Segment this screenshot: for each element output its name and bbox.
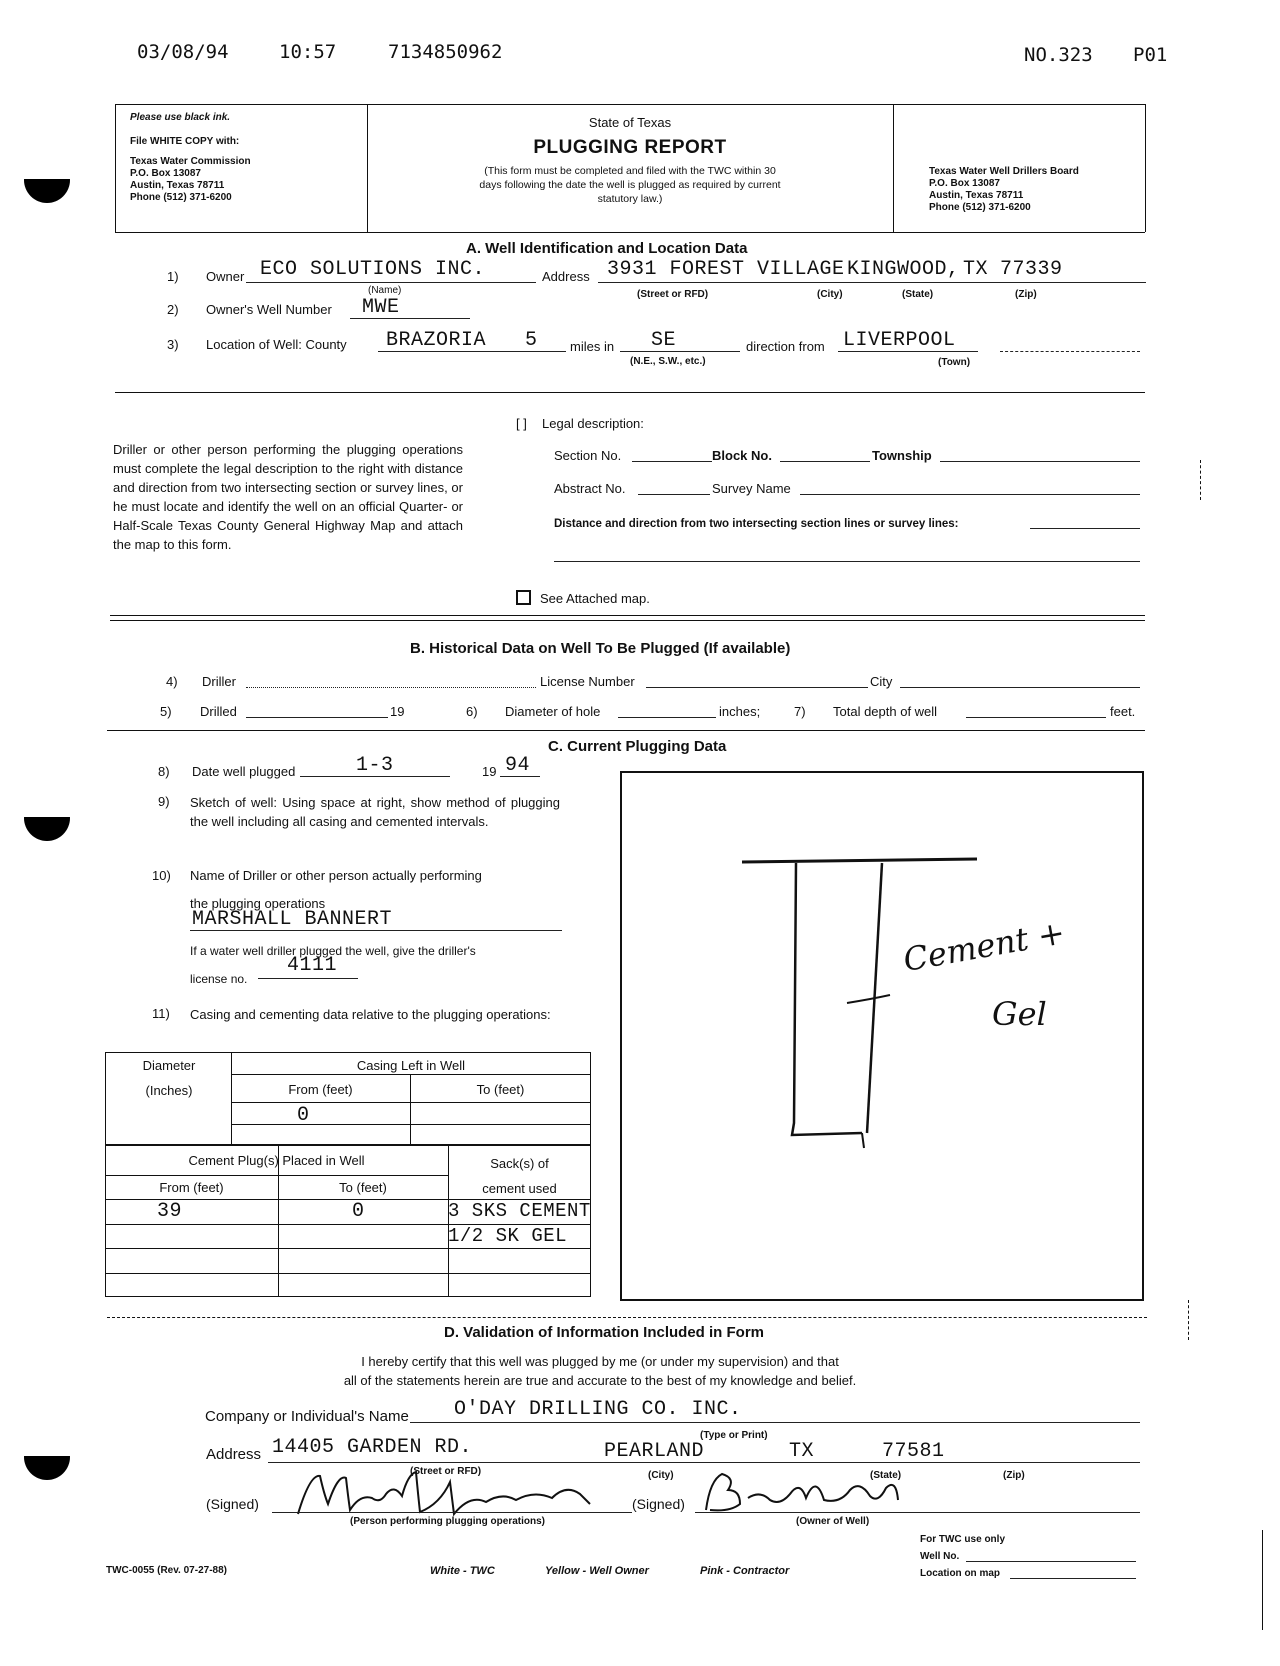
see-attached-checkbox [516, 590, 531, 605]
scan-edge-line [1200, 460, 1201, 500]
header-right-line: Phone (512) 371-6200 [929, 202, 1031, 213]
row-number: 6) [466, 704, 478, 719]
drilled-label: Drilled [200, 704, 237, 719]
row-number: 1) [167, 269, 179, 284]
block-no-label: Block No. [712, 448, 772, 463]
d-city-caption: (City) [648, 1470, 674, 1481]
cement-from-header: From (feet) [159, 1180, 224, 1195]
abstract-no-label: Abstract No. [554, 481, 626, 496]
owner-label: Owner [206, 269, 245, 284]
sketch-box [620, 771, 1144, 1301]
signed-label-2: (Signed) [632, 1496, 685, 1512]
row-number: 8) [158, 764, 170, 779]
d-street-caption: (Street or RFD) [410, 1466, 482, 1477]
section-d-title: D. Validation of Information Included in Form [444, 1324, 765, 1341]
d-zip-value: 77581 [882, 1440, 945, 1463]
inches-label: inches; [719, 704, 761, 719]
county-value: BRAZORIA [386, 329, 487, 352]
row-number: 2) [167, 302, 179, 317]
well-sketch [622, 773, 1142, 1299]
type-caption: (Type or Print) [700, 1430, 768, 1441]
well-no-label: Well No. [920, 1551, 960, 1562]
distance-label: Distance and direction from two intersecting section lines or survey lines: [554, 518, 959, 530]
owner-caption: (Owner of Well) [796, 1516, 870, 1527]
town-value: LIVERPOOL [843, 329, 956, 352]
name-caption: (Name) [368, 285, 402, 296]
cement-plugs-header: Cement Plug(s) Placed in Well [188, 1153, 365, 1168]
town-caption: (Town) [938, 357, 971, 368]
feet-label: feet. [1110, 704, 1136, 719]
miles-label: miles in [570, 339, 615, 354]
driller-label: Driller [202, 674, 236, 689]
sacks-header: Sack(s) of [490, 1156, 549, 1171]
casing-from-cell: 0 [297, 1104, 310, 1127]
diameter-label: Diameter of hole [505, 704, 601, 719]
punch-hole-top [24, 157, 70, 203]
township-label: Township [872, 448, 932, 463]
header-right-line: Texas Water Well Drillers Board [929, 166, 1079, 177]
d-state-value: TX [789, 1440, 815, 1463]
row-number: 11) [152, 1006, 170, 1021]
form-number: TWC-0055 (Rev. 07-27-88) [106, 1565, 227, 1576]
copy-yellow: Yellow - Well Owner [545, 1565, 649, 1577]
state-label: State of Texas [588, 115, 672, 130]
license-label: License Number [540, 674, 635, 689]
fax-phone: 7134850962 [388, 41, 503, 63]
section-c-title: C. Current Plugging Data [548, 738, 727, 755]
row-number: 9) [158, 794, 170, 809]
casing-instructions: Casing and cementing data relative to the plugging operations: [190, 1007, 551, 1022]
row-number: 5) [160, 704, 172, 719]
cement-sacks-cell: 3 SKS CEMENT [448, 1200, 591, 1222]
city-caption: (City) [817, 289, 843, 300]
d-zip-caption: (Zip) [1003, 1470, 1025, 1481]
street-caption: (Street or RFD) [637, 289, 709, 300]
miles-value: 5 [525, 329, 538, 352]
header-left-line: Austin, Texas 78711 [130, 180, 225, 191]
city-label: City [870, 674, 893, 689]
legal-instructions: Driller or other person performing the plugging operations must complete the legal description to the right with distance and direction from two intersecting section or survey lines, or he must locate and identify the well on an official Quarter- or Half-Scale Texas County General Highway Map and attach the map to this form. [113, 442, 463, 552]
sacks-header-2: cement used [482, 1181, 557, 1196]
header-left-line: Phone (512) 371-6200 [130, 192, 232, 203]
well-number-label: Owner's Well Number [206, 302, 332, 317]
driller-signature [290, 1464, 620, 1524]
header-left-line: Texas Water Commission [130, 156, 251, 167]
twc-use-label: For TWC use only [920, 1534, 1005, 1545]
form-instructions: (This form must be completed and filed with the TWC within 30 days following the date the well is plugged as required by current statutory law.) [479, 165, 781, 205]
header-left-block [130, 112, 251, 204]
section-a-title: A. Well Identification and Location Data [466, 240, 748, 257]
certify-text-2: all of the statements herein are true and accurate to the best of my knowledge and belief. [343, 1373, 857, 1388]
driller-name-text: Name of Driller or other person actually performing [190, 868, 482, 883]
d-address-value: 14405 GARDEN RD. [272, 1436, 473, 1459]
address-value: 3931 FOREST VILLAGE [607, 258, 845, 281]
fax-number: NO.323 [1024, 44, 1093, 66]
signed-caption: (Person performing plugging operations) [350, 1516, 545, 1527]
direction-caption: (N.E., S.W., etc.) [630, 356, 706, 367]
license-value: 4111 [287, 954, 338, 977]
sketch-note: Cement + [900, 913, 1068, 979]
casing-from-header: From (feet) [288, 1082, 353, 1097]
row-number: 10) [152, 868, 171, 883]
header-center-block [470, 115, 790, 206]
location-map-label: Location on map [920, 1568, 1000, 1579]
from-label: direction from [746, 339, 825, 354]
punch-hole-bottom [24, 1434, 70, 1480]
casing-to-header: To (feet) [476, 1082, 525, 1097]
direction-value: SE [651, 329, 677, 352]
section-b-title: B. Historical Data on Well To Be Plugged (If available) [410, 640, 791, 657]
header-left-line: Please use black ink. [130, 112, 231, 123]
zip-value: 77339 [1000, 258, 1063, 281]
year-value: 94 [505, 754, 531, 777]
well-number-value: MWE [362, 296, 400, 319]
cement-to-cell: 0 [352, 1200, 365, 1223]
fax-time: 10:57 [279, 41, 337, 63]
cement-sacks-cell: 1/2 SK GEL [448, 1225, 568, 1247]
fax-page: P01 [1133, 44, 1168, 66]
location-label: Location of Well: County [206, 337, 347, 352]
header-right-line: Austin, Texas 78711 [929, 190, 1024, 201]
owner-value: ECO SOLUTIONS INC. [260, 258, 486, 281]
certify-text: I hereby certify that this well was plugged by me (or under my supervision) and that [361, 1354, 839, 1369]
owner-signature [700, 1460, 920, 1520]
signed-label: (Signed) [206, 1496, 259, 1512]
row-number: 7) [794, 704, 806, 719]
nineteen-label: 19 [390, 704, 405, 719]
copy-pink: Pink - Contractor [700, 1565, 790, 1577]
address-label: Address [542, 269, 590, 284]
zip-caption: (Zip) [1015, 289, 1037, 300]
year-prefix: 19 [482, 764, 497, 779]
date-plugged-label: Date well plugged [192, 764, 296, 779]
company-label: Company or Individual's Name [205, 1408, 409, 1425]
sketch-note-2: Gel [992, 995, 1047, 1033]
company-value: O'DAY DRILLING CO. INC. [454, 1398, 742, 1421]
scan-edge-line [1188, 1300, 1189, 1340]
state-value: TX [963, 258, 989, 281]
d-state-caption: (State) [870, 1470, 902, 1481]
header-left-line: File WHITE COPY with: [130, 136, 240, 147]
license-text: If a water well driller plugged the well, give the driller's [190, 944, 476, 958]
city-value: KINGWOOD, [847, 258, 960, 281]
checkbox-legal: [ ] [516, 416, 527, 431]
form-title: PLUGGING REPORT [533, 137, 727, 158]
date-plugged-value: 1-3 [356, 754, 394, 777]
diameter-header: Diameter [142, 1058, 196, 1073]
see-attached-label: See Attached map. [540, 591, 650, 606]
scan-edge-line [1262, 1530, 1263, 1630]
d-city-value: PEARLAND [604, 1440, 705, 1463]
header-right-line: P.O. Box 13087 [929, 178, 1000, 189]
driller-name-value: MARSHALL BANNERT [192, 908, 393, 931]
survey-name-label: Survey Name [712, 481, 791, 496]
section-no-label: Section No. [554, 448, 622, 463]
row-number: 4) [166, 674, 178, 689]
copy-white: White - TWC [430, 1565, 495, 1577]
fax-date: 03/08/94 [137, 41, 229, 63]
total-depth-label: Total depth of well [833, 704, 938, 719]
casing-left-header: Casing Left in Well [356, 1058, 466, 1073]
state-caption: (State) [902, 289, 934, 300]
driller-name-text-2: the plugging operations [190, 896, 326, 911]
license-text-2: license no. [190, 972, 248, 986]
legal-label: Legal description: [542, 416, 644, 431]
row-number: 3) [167, 337, 179, 352]
cement-to-header: To (feet) [339, 1180, 387, 1195]
sketch-instructions: Sketch of well: Using space at right, show method of plugging the well including all casing and cemented intervals. [190, 795, 560, 829]
inches-header: (Inches) [145, 1083, 193, 1098]
header-left-line: P.O. Box 13087 [130, 168, 201, 179]
d-address-label: Address [206, 1446, 262, 1463]
cement-from-cell: 39 [157, 1200, 183, 1223]
header-right-block [929, 166, 1079, 214]
punch-hole-middle [24, 795, 70, 841]
